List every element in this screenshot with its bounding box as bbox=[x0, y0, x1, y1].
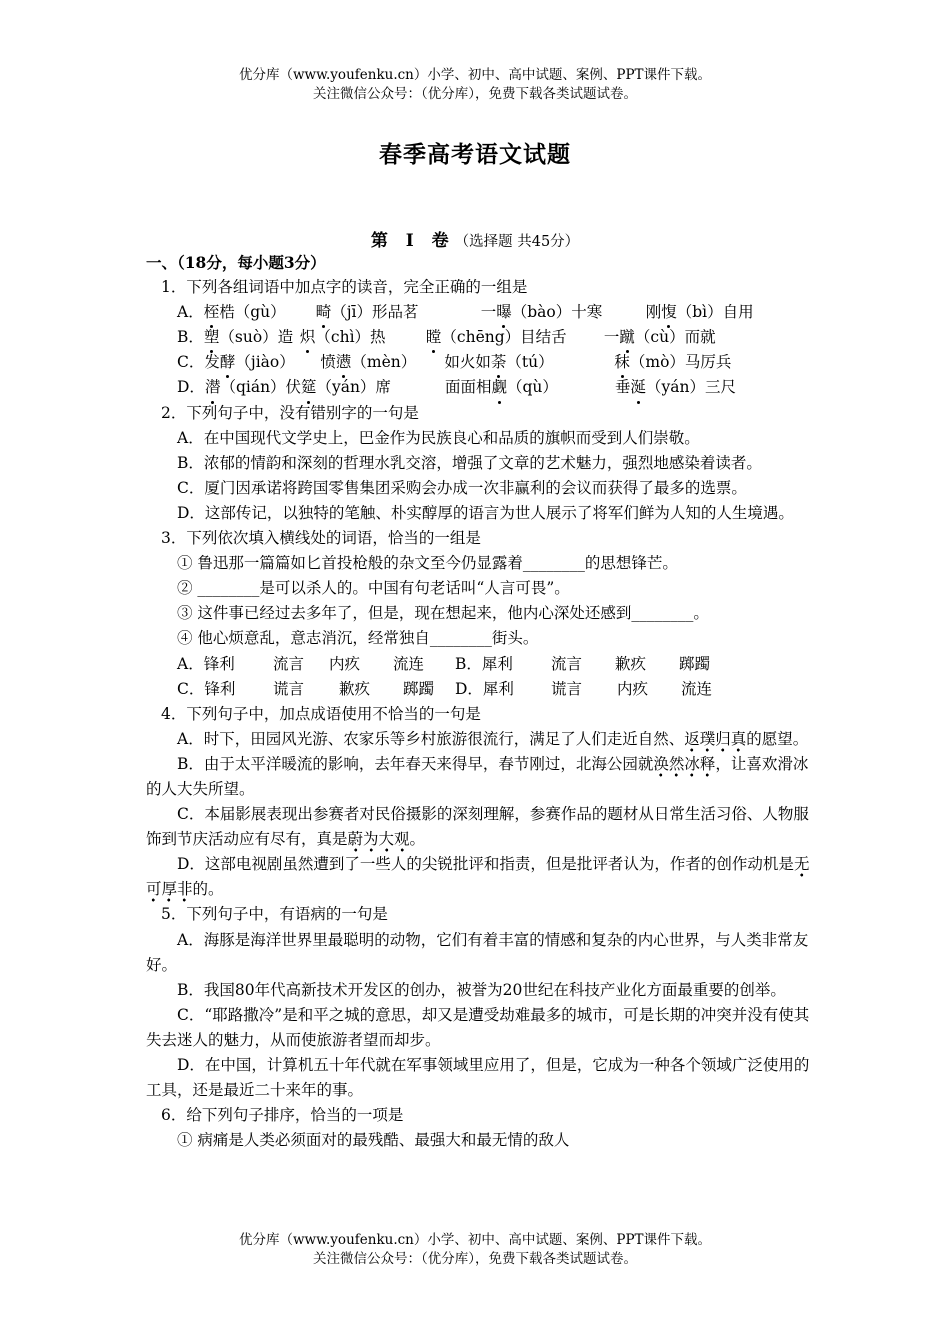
header-line-2: 关注微信公众号：（优分库），免费下载各类试题试卷。 bbox=[313, 86, 637, 102]
question-1-option-b: B．塑（suò）造 炽（chì）热 瞠（chēng）目结舌 一蹴（cù）而就 bbox=[146, 325, 810, 350]
question-5-option-d: D．在中国，计算机五十年代就在军事领域里应用了，但是，它成为一种各个领域广泛使用的工具，还是最近二十来年的事。 bbox=[146, 1056, 810, 1100]
question-5-stem: 5．下列句子中，有语病的一句是 bbox=[161, 905, 388, 924]
section-heading bbox=[0, 226, 950, 251]
question-5-option-b: B．我国80年代高新技术开发区的创办，被誉为20世纪在科技产业化方面最重要的创举。 bbox=[177, 980, 786, 999]
question-3-sentence-4: ④ 他心烦意乱，意志消沉，经常独自________街头。 bbox=[177, 629, 539, 648]
question-2-option-a: A．在中国现代文学史上，巴金作为民族良心和品质的旗帜而受到人们崇敬。 bbox=[177, 428, 700, 447]
question-2-option-c: C．厦门因承诺将跨国零售集团采购会办成一次非赢利的会议而获得了最多的选票。 bbox=[177, 478, 747, 497]
question-4-option-a: A．时下，田园风光游、农家乐等乡村旅游很流行，满足了人们走近自然、返璞归真的愿望。 bbox=[146, 727, 810, 752]
question-1-option-d: D．潜（qián）伏筵（yán）席 面面相觑（qù） 垂涎（yán）三尺 bbox=[146, 375, 810, 400]
question-3-sentence-2: ② ________是可以杀人的。中国有句老话叫“人言可畏”。 bbox=[177, 579, 570, 598]
question-4-option-d: D．这部电视剧虽然遭到了一些人的尖锐批评和指责，但是批评者认为，作者的创作动机是无可厚非的。 bbox=[146, 852, 810, 902]
question-4-option-b: B．由于太平洋暖流的影响，去年春天来得早，春节刚过，北海公园就涣然冰释，让喜欢滑冰的人大失所望。 bbox=[146, 754, 809, 798]
question-2-option-b: B．浓郁的情韵和深刻的哲理水乳交溶，增强了文章的艺术魅力，强烈地感染着读者。 bbox=[177, 453, 762, 472]
highlighted-idiom: 涣然冰释 bbox=[653, 755, 715, 777]
question-1-option-a: A．桎梏（gù） 畸（jī）形品茗 一曝（bào）十寒 刚愎（bì）自用 bbox=[146, 300, 810, 325]
question-4-option-c: C．本届影展表现出参赛者对民俗摄影的深刻理解，参赛作品的题材从日常生活习俗、人物服饰到节庆活动应有尽有，真是蔚为大观。 bbox=[146, 802, 810, 852]
footer-line-2: 关注微信公众号：（优分库），免费下载各类试题试卷。 bbox=[313, 1251, 637, 1267]
question-6-sentence-1: ① 病痛是人类必须面对的最残酷、最强大和最无情的敌人 bbox=[177, 1131, 570, 1150]
highlighted-idiom: 无可厚非 bbox=[146, 855, 809, 902]
question-1-option-c: C．发酵（jiào） 愤懑（mèn） 如火如荼（tú） 秣（mò）马厉兵 bbox=[146, 350, 810, 375]
page-header bbox=[0, 66, 950, 104]
part-heading: 一、（18分，每小题3分） bbox=[146, 253, 326, 272]
footer-line-1: 优分库（www.youfenku.cn）小学、初中、高中试题、案例、PPT课件下载。 bbox=[238, 1232, 712, 1248]
page-footer bbox=[0, 1231, 950, 1269]
question-3-stem: 3．下列依次填入横线处的词语，恰当的一组是 bbox=[161, 529, 481, 548]
question-2-option-d: D．这部传记，以独特的笔触、朴实醇厚的语言为世人展示了将军们鲜为人知的人生境遇。 bbox=[177, 503, 794, 522]
question-4-stem: 4．下列句子中，加点成语使用不恰当的一句是 bbox=[161, 704, 481, 723]
question-1-stem: 1．下列各组词语中加点字的读音，完全正确的一组是 bbox=[161, 278, 528, 297]
section-name: 第 Ⅰ 卷 bbox=[370, 231, 455, 251]
question-2-stem: 2．下列句子中，没有错别字的一句是 bbox=[161, 403, 419, 422]
page-title: 春季高考语文试题 bbox=[379, 141, 571, 168]
question-3-options-ab: A．锋利 流言 内疚 流连 B．犀利 流言 歉疚 踯躅 bbox=[177, 654, 711, 673]
question-6-stem: 6．给下列句子排序，恰当的一项是 bbox=[161, 1106, 404, 1125]
question-3-options-cd: C．锋利 谎言 歉疚 踯躅 D．犀利 谎言 内疚 流连 bbox=[177, 679, 713, 698]
highlighted-idiom: 返璞归真 bbox=[684, 730, 746, 752]
question-5-option-a: A．海豚是海洋世界里最聪明的动物，它们有着丰富的情感和复杂的内心世界，与人类非常友好。 bbox=[146, 930, 809, 974]
section-subtitle: （选择题 共45分） bbox=[454, 234, 580, 250]
highlighted-idiom: 蔚为大观 bbox=[348, 830, 410, 852]
question-3-sentence-3: ③ 这件事已经过去多年了，但是，现在想起来，他内心深处还感到________。 bbox=[177, 604, 709, 623]
header-line-1: 优分库（www.youfenku.cn）小学、初中、高中试题、案例、PPT课件下载。 bbox=[238, 67, 712, 83]
exam-body bbox=[146, 250, 810, 1153]
question-3-sentence-1: ① 鲁迅那一篇篇如匕首投枪般的杂文至今仍显露着________的思想锋芒。 bbox=[177, 554, 678, 573]
question-5-option-c: C．“耶路撒冷”是和平之城的意思，却又是遭受劫难最多的城市，可是长期的冲突并没有使其失去迷人的魅力，从而使旅游者望而却步。 bbox=[146, 1005, 810, 1049]
